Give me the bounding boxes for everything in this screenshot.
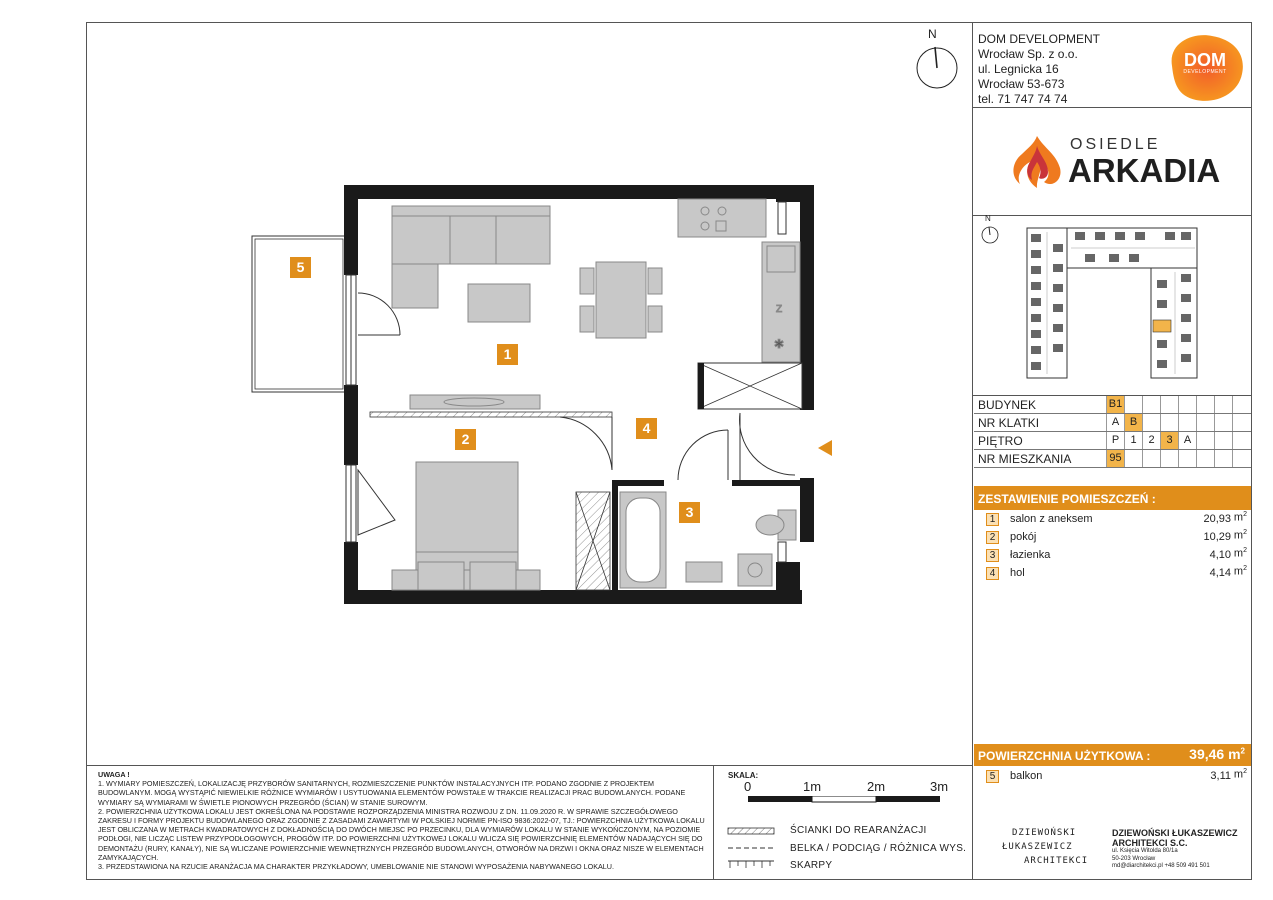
empty-cell: [1160, 396, 1178, 413]
washbasin: [686, 562, 722, 582]
room-badge: 3: [679, 502, 700, 523]
legend-walls: ŚCIANKI DO REARANŻACJI: [790, 825, 927, 836]
room-number: 1: [986, 513, 999, 526]
legend-symbols: [726, 824, 778, 872]
svg-text:Z: Z: [776, 304, 783, 315]
developer-company: Wrocław Sp. z o.o.: [978, 47, 1078, 61]
empty-cell: [1232, 414, 1250, 431]
balcony-name: balkon: [1010, 770, 1043, 782]
architect-contact: md@diarchitekci.pl +48 509 491 501: [1112, 863, 1210, 869]
empty-cell: [1214, 396, 1232, 413]
room-unit: $m^2$: [1233, 529, 1247, 542]
info-row-apartment: [974, 450, 1251, 468]
developer-info: [978, 32, 1100, 107]
room-number: 4: [986, 567, 999, 580]
room-name: pokój: [1010, 531, 1037, 543]
room-badge: 4: [636, 418, 657, 439]
balcony-row: [974, 768, 1251, 786]
keyplan-compass-label: N: [985, 214, 991, 223]
architect-logo-line: ŁUKASZEWICZ: [1002, 842, 1073, 852]
svg-text:✱: ✱: [774, 337, 785, 351]
floor-option: A: [1178, 432, 1196, 449]
bedroom-window-swing: [358, 470, 395, 535]
scale-tick: 0: [744, 779, 752, 794]
room-name: hol: [1010, 567, 1025, 579]
developer-city: Wrocław 53-673: [978, 77, 1065, 91]
apartment-value: 95: [1106, 450, 1124, 467]
interior-doors: [560, 413, 795, 480]
scale-bar: [748, 796, 942, 804]
coffee-table: [468, 284, 530, 322]
architect-city: 50-203 Wrocław: [1112, 855, 1156, 862]
empty-cell: [1178, 396, 1196, 413]
room-unit: $m^2$: [1233, 547, 1247, 560]
total-area-value: 39,46 $m^2$: [1189, 746, 1245, 762]
dom-development-logo: DOM DEVELOPMENT: [1164, 30, 1246, 102]
room-area: 10,29: [1203, 531, 1231, 543]
empty-cell: [1196, 396, 1214, 413]
balcony-area: 3,11: [1210, 770, 1231, 782]
room-number: 3: [986, 549, 999, 562]
floor-option-selected: 3: [1160, 432, 1178, 449]
stair-option-selected: B: [1124, 414, 1142, 431]
architect-name: DZIEWOŃSKI ŁUKASZEWICZ: [1112, 828, 1238, 838]
notes: [98, 770, 708, 871]
scale-tick: 2m: [867, 779, 886, 794]
frame-divider: [972, 215, 1252, 216]
kitchen-counter: [678, 199, 800, 362]
empty-cell: [1160, 414, 1178, 431]
building-value: B1: [1106, 396, 1124, 413]
note-3: 3. PRZEDSTAWIONA NA RZUCIE ARANŻACJA MA CHARAKTER PRZYKŁADOWY, UMEBLOWANIE NIE STANOWI WYPOSAŻENIA NABYWANEGO LOKALU.: [98, 862, 614, 872]
empty-cell: [1196, 450, 1214, 467]
empty-cell: [1178, 450, 1196, 467]
legend-beam: BELKA / PODCIĄG / RÓŻNICA WYS.: [790, 843, 967, 854]
empty-cell: [1178, 414, 1196, 431]
keyplan-compass-icon: [980, 214, 1002, 246]
architect-logo-line: ARCHITEKCI: [1024, 856, 1089, 866]
room-area: 4,14: [1209, 567, 1231, 579]
toilet: [756, 510, 796, 540]
scale-tick: 1m: [803, 779, 822, 794]
developer-name: DOM DEVELOPMENT: [978, 32, 1101, 46]
entrance-arrow-icon: [818, 440, 832, 456]
project-title: ARKADIA: [1068, 152, 1221, 189]
architect-info: [1112, 828, 1238, 871]
room-name: łazienka: [1010, 549, 1051, 561]
empty-cell: [1124, 450, 1142, 467]
room-badge: 5: [290, 257, 311, 278]
floor-plan: [240, 180, 840, 620]
architect-logo-line: DZIEWOŃSKI: [1012, 828, 1077, 838]
floor-option: P: [1106, 432, 1124, 449]
info-row-building: [974, 396, 1251, 414]
note-1: 1. WYMIARY POMIESZCZEŃ, LOKALIZACJĘ PRZYBORÓW SANITARNYCH, ROZMIESZCZENIE PUNKTÓW INSTALACYJNYCH ITP. PODANO ZGODNIE Z PROJEKTEM BUDOWLANYM. MOGĄ WYSTĄPIĆ NIEWIELKIE RÓŻNICE WYMIARÓW I USYTUOWANIA ELEMENTÓW POWSTAŁE W TRAKCIE REALIZACJI PRAC BUDOWLANYCH. PODANE WYMIARY SĄ WYMIARAMI W ŚWIETLE PIONOWYCH PRZEGRÓD (ŚCIAN) W STANIE SUROWYM.: [98, 779, 686, 807]
empty-cell: [1232, 432, 1250, 449]
floor-option: 2: [1142, 432, 1160, 449]
empty-cell: [1142, 450, 1160, 467]
bed: [392, 462, 540, 590]
total-area-bar: [974, 744, 1251, 766]
frame-divider: [972, 22, 973, 880]
washing-machine: [738, 554, 772, 586]
stair-option: A: [1106, 414, 1124, 431]
bathtub: [620, 492, 666, 588]
frame-divider: [86, 765, 973, 766]
room-badge: 2: [455, 429, 476, 450]
label-stair: NR KLATKI: [978, 416, 1040, 430]
frame-divider: [713, 765, 714, 880]
total-area-label: POWIERZCHNIA UŻYTKOWA :: [978, 749, 1151, 763]
label-floor: PIĘTRO: [978, 434, 1023, 448]
empty-cell: [1232, 450, 1250, 467]
compass-icon: [912, 28, 962, 94]
label-building: BUDYNEK: [978, 398, 1037, 412]
scale-tick: 3m: [930, 779, 949, 794]
empty-cell: [1196, 414, 1214, 431]
dining-table: [580, 262, 662, 338]
empty-cell: [1142, 414, 1160, 431]
room-number: 2: [986, 531, 999, 544]
room-unit: $m^2$: [1233, 511, 1247, 524]
tv-unit: [410, 395, 540, 409]
balcony-unit: $m^2$: [1233, 768, 1247, 781]
keyplan-site-map: [1025, 224, 1211, 382]
empty-cell: [1160, 450, 1178, 467]
architect-logo: [1002, 826, 1102, 868]
developer-street: ul. Legnicka 16: [978, 62, 1059, 76]
empty-cell: [1214, 432, 1232, 449]
frame-divider: [972, 107, 1252, 108]
scale-label: SKALA:: [728, 771, 759, 780]
rooms-header-label: ZESTAWIENIE POMIESZCZEŃ :: [978, 492, 1156, 506]
room-area: 4,10: [1209, 549, 1231, 561]
empty-cell: [1214, 450, 1232, 467]
room-row: [974, 547, 1251, 565]
project-subtitle: OSIEDLE: [1070, 136, 1161, 153]
empty-cell: [1232, 396, 1250, 413]
label-apartment: NR MIESZKANIA: [978, 452, 1072, 466]
legend-slopes: SKARPY: [790, 860, 833, 871]
architect-address: ul. Księcia Witolda 80/1a: [1112, 848, 1178, 854]
room-row: [974, 511, 1251, 529]
empty-cell: [1124, 396, 1142, 413]
rooms-header: [974, 486, 1251, 510]
empty-cell: [1196, 432, 1214, 449]
empty-cell: [1142, 396, 1160, 413]
developer-phone: tel. 71 747 74 74: [978, 92, 1068, 106]
architect-name-2: ARCHITEKCI S.C.: [1112, 838, 1188, 848]
floor-option: 1: [1124, 432, 1142, 449]
room-area: 20,93: [1203, 513, 1231, 525]
compass-label: N: [928, 27, 937, 41]
room-unit: $m^2$: [1233, 565, 1247, 578]
info-row-stair: [974, 414, 1251, 432]
info-row-floor: [974, 432, 1251, 450]
room-name: salon z aneksem: [1010, 513, 1093, 525]
empty-cell: [1214, 414, 1232, 431]
arkadia-logo-icon: [1008, 132, 1066, 190]
room-row: [974, 529, 1251, 547]
note-2: 2. POWIERZCHNIA UŻYTKOWA LOKALU JEST OKREŚLONA NA PODSTAWIE ROZPORZĄDZENIA MINISTRA ROZWOJU Z DN. 11.09.2020 R. W SPRAWIE SZCZEGÓŁOWEGO ZAKRESU I FORMY PROJEKTU BUDOWLANEGO ORAZ ZGODNIE Z ZASADAMI ZAWARTYMI W POLSKIEJ NORMIE PN-ISO 9836:2022-07, TJ.: POWIERZCHNIA UŻYTKOWA LOKALU JEST OBLICZANA W METRACH KWADRATOWYCH Z DOKŁADNOŚCIĄ DO DWÓCH MIEJSC PO PRZECINKU, DLA WYMIARÓW LOKALU W STANIE WYKOŃCZONYM, NA POZIOMIE PODŁOGI, NIE LICZĄC LISTEW PRZYPODŁOGOWYCH, PROGÓW ITP. DO POWIERZCHNI UŻYTKOWEJ LOKALU WLICZA SIĘ POWIERZCHNIĘ ELEMENTÓW NADAJĄCYCH SIĘ DO DEMONTAŻU (RURY, KANAŁY), NIE SĄ WLICZANE POWIERZCHNIE WEWNĘTRZNYCH PRZEGRÓD BUDOWLANYCH, OTWORÓW NA DRZWI I OKNA ORAZ NISZE W ELEMENTACH ZAMYKAJĄCYCH.: [98, 806, 705, 862]
balcony-number: 5: [986, 770, 999, 783]
room-badge: 1: [497, 344, 518, 365]
notes-title: UWAGA !: [98, 770, 130, 779]
room-row: [974, 565, 1251, 583]
